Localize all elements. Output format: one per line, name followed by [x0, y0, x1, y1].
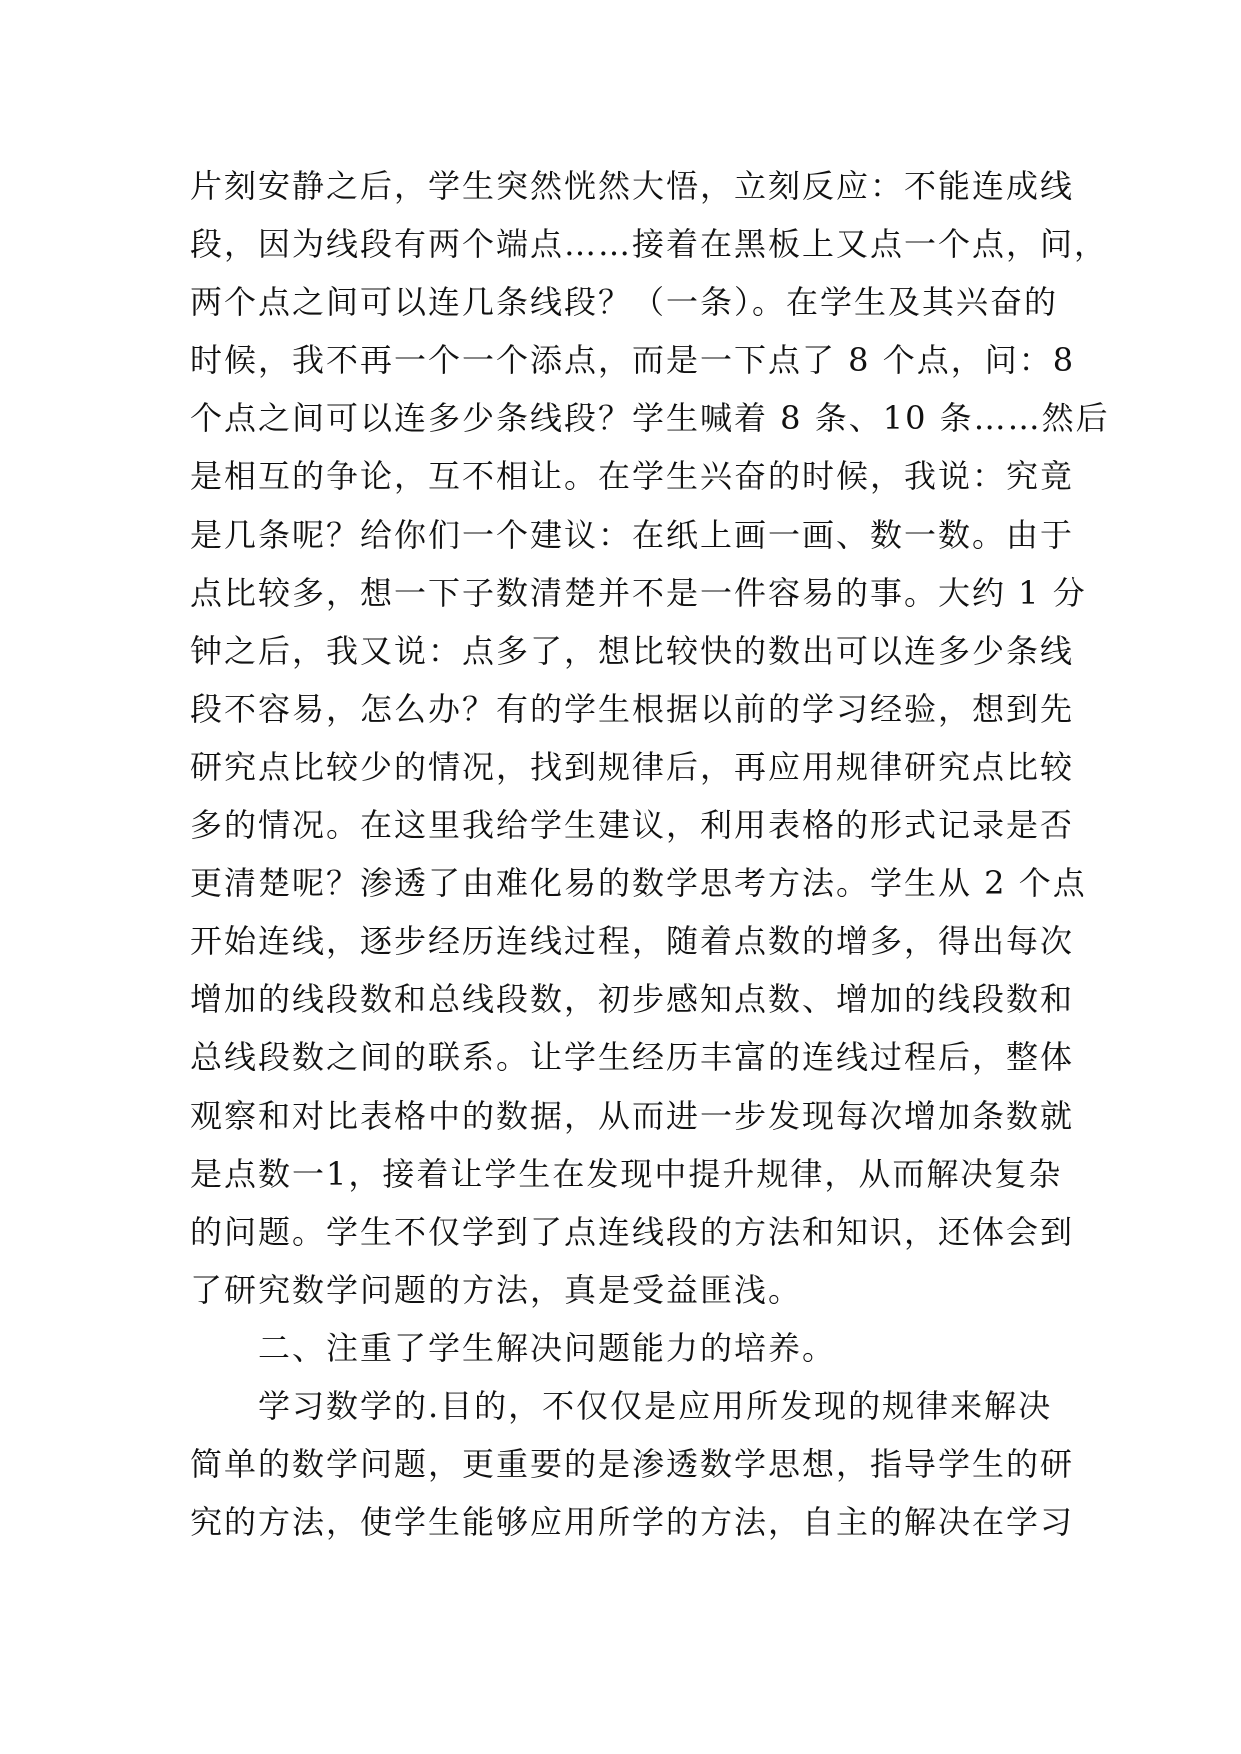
text-line: 点比较多，想一下子数清楚并不是一件容易的事。大约 1 分 [190, 573, 1087, 612]
text-line: 片刻安静之后，学生突然恍然大悟，立刻反应：不能连成线 [190, 167, 1075, 205]
text-line: 总线段数之间的联系。让学生经历丰富的连线过程后，整体 [190, 1038, 1075, 1077]
text-line: 钟之后，我又说：点多了，想比较快的数出可以连多少条线 [190, 631, 1075, 670]
text-line: 更清楚呢？渗透了由难化易的数学思考方法。学生从 2 个点 [190, 864, 1087, 903]
section-heading: 二、注重了学生解决问题能力的培养。 [190, 1328, 837, 1367]
text-line: 时候，我不再一个一个添点，而是一下点了 8 个点，问：8 [190, 341, 1076, 380]
text-line: 观察和对比表格中的数据，从而进一步发现每次增加条数就 [190, 1096, 1075, 1135]
text-line: 简单的数学问题，更重要的是渗透数学思想，指导学生的研 [190, 1445, 1075, 1484]
text-line: 究的方法，使学生能够应用所学的方法，自主的解决在学习 [190, 1503, 1075, 1542]
text-line: 增加的线段数和总线段数，初步感知点数、增加的线段数和 [190, 980, 1075, 1019]
text-line: 学习数学的.目的，不仅仅是应用所发现的规律来解决 [190, 1386, 1053, 1425]
text-line: 是相互的争论，互不相让。在学生兴奋的时候，我说：究竟 [190, 457, 1075, 496]
text-line: 段不容易，怎么办？有的学生根据以前的学习经验，想到先 [190, 689, 1075, 728]
text-line: 个点之间可以连多少条线段？学生喊着 8 条、10 条……然后 [190, 399, 1110, 438]
text-line: 的问题。学生不仅学到了点连线段的方法和知识，还体会到 [190, 1212, 1075, 1251]
text-line: 多的情况。在这里我给学生建议，利用表格的形式记录是否 [190, 806, 1075, 845]
text-line: 了研究数学问题的方法，真是受益匪浅。 [190, 1270, 803, 1309]
text-line: 段，因为线段有两个端点……接着在黑板上又点一个点，问， [190, 225, 1109, 264]
text-line: 两个点之间可以连几条线段？（一条）。在学生及其兴奋的 [190, 283, 1059, 322]
text-line: 是点数一1，接着让学生在发现中提升规律，从而解决复杂 [190, 1154, 1063, 1193]
body-text [190, 157, 1110, 1551]
text-line: 研究点比较少的情况，找到规律后，再应用规律研究点比较 [190, 747, 1075, 786]
text-line: 是几条呢？给你们一个建议：在纸上画一画、数一数。由于 [190, 515, 1075, 554]
text-line: 开始连线，逐步经历连线过程，随着点数的增多，得出每次 [190, 922, 1075, 961]
